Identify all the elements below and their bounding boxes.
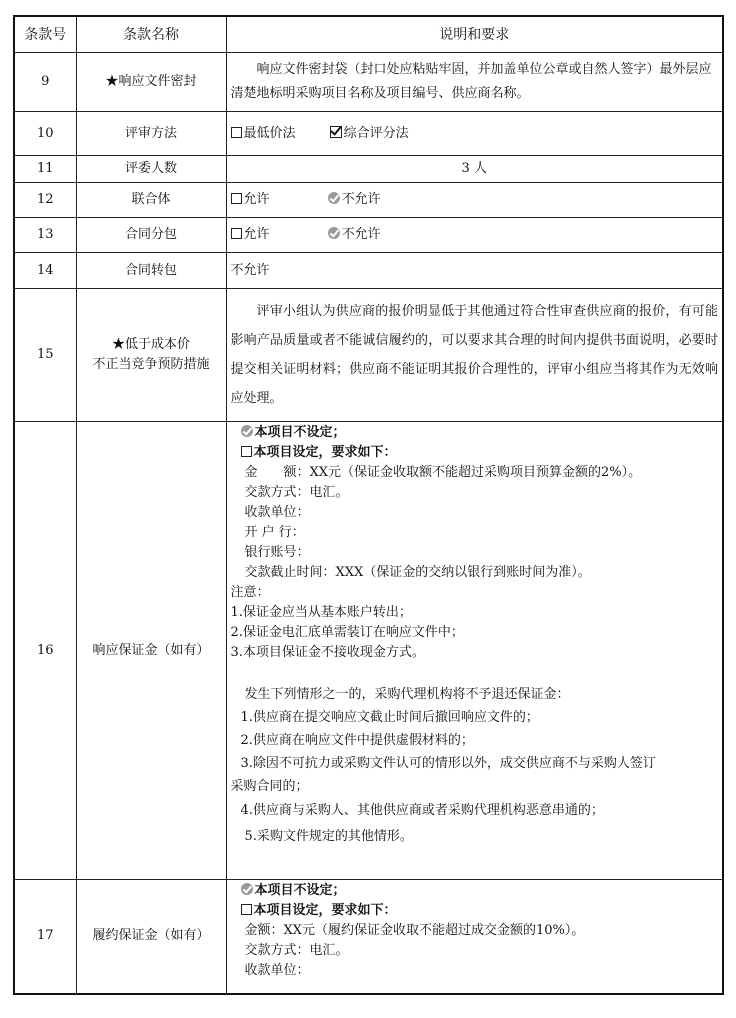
payment-method: 交款方式：电汇。: [244, 943, 349, 958]
clause-table: [13, 15, 724, 995]
clause-table-container: [13, 15, 722, 995]
header-description: 说明和要求: [226, 16, 723, 53]
forfeit-heading: 发生下列情形之一的，采购代理机构将不予退还保证金：: [244, 687, 570, 702]
table-row-11: [14, 156, 723, 183]
clause-number: 13: [14, 218, 76, 253]
forfeit-item-cont: 采购合同的；: [230, 779, 309, 794]
payment-method: 交款方式：电汇。: [244, 485, 349, 500]
clause-name-line2: 不正当竞争预防措施: [92, 357, 210, 372]
payee: 收款单位：: [244, 505, 310, 520]
table-row-12: [14, 183, 723, 218]
option-comprehensive-score: 综合评分法: [343, 125, 409, 141]
clause-number: 15: [14, 289, 76, 422]
payee: 收款单位：: [244, 963, 310, 978]
deposit-amount: 金 额：XX元（保证金收取额不能超过采购项目预算金额的2%）。: [244, 465, 642, 480]
transfer-value: 不允许: [226, 253, 723, 289]
table-row-15: [14, 289, 723, 422]
deposit-not-set: 本项目不设定；: [254, 425, 346, 440]
table-row-13: [14, 218, 723, 253]
clause-number: 14: [14, 253, 76, 289]
performance-not-set: 本项目不设定；: [254, 883, 346, 898]
clause-text: 响应文件密封袋（封口处应粘贴牢固，并加盖单位公章或自然人签字）最外层应清楚地标明采购项目名称及项目编号、供应商名称。: [230, 62, 712, 101]
empty-box-icon: [241, 446, 252, 457]
clause-number: 17: [14, 880, 76, 994]
clause-name: 联合体: [76, 183, 226, 218]
clause-name: 评委人数: [76, 156, 226, 183]
performance-set: 本项目设定，要求如下：: [253, 903, 397, 918]
header-clause-number: 条款号: [14, 16, 76, 53]
note-item: 3.本项目保证金不接收现金方式。: [230, 645, 425, 660]
option-allow: 允许: [243, 192, 270, 207]
table-row-14: [14, 253, 723, 289]
payment-deadline: 交款截止时间：XXX（保证金的交纳以银行到账时间为准）。: [244, 565, 591, 580]
empty-box-icon: [231, 193, 242, 204]
note-heading: 注意：: [230, 585, 270, 600]
checked-circle-icon: [328, 192, 340, 204]
clause-number: 10: [14, 112, 76, 156]
table-row-16: [14, 422, 723, 880]
empty-box-icon: [241, 904, 252, 915]
clause-name-line1: ★低于成本价: [111, 337, 190, 352]
table-row-17: [14, 880, 723, 994]
clause-name: 合同分包: [76, 218, 226, 253]
clause-number: 9: [14, 53, 76, 112]
clause-name: ★响应文件密封: [76, 53, 226, 112]
bank-account: 银行账号：: [244, 545, 310, 560]
option-lowest-price: 最低价法: [243, 125, 296, 141]
forfeit-item: 3.除因不可抗力或采购文件认可的情形以外，成交供应商不与采购人签订: [240, 756, 656, 771]
note-item: 2.保证金电汇底单需装订在响应文件中；: [230, 625, 464, 640]
header-clause-name: 条款名称: [76, 16, 226, 53]
clause-name: 评审方法: [76, 112, 226, 156]
deposit-set: 本项目设定，要求如下：: [253, 445, 397, 460]
clause-text: 评审小组认为供应商的报价明显低于其他通过符合性审查供应商的报价，有可能影响产品质量或者不能诚信履约的，可以要求其合理的时间内提供书面说明，必要时提交相关证明材料；供应商不能证明其报价合理性的，评审小组应当将其作为无效响应处理。: [230, 304, 718, 406]
note-item: 1.保证金应当从基本账户转出；: [230, 605, 412, 620]
checked-circle-icon: [328, 227, 340, 239]
table-row-9: [14, 53, 723, 112]
empty-box-icon: [231, 228, 242, 239]
clause-number: 12: [14, 183, 76, 218]
option-allow: 允许: [243, 227, 270, 242]
checked-circle-icon: [241, 883, 253, 895]
table-row-10: [14, 112, 723, 156]
judge-count: 3 人: [226, 156, 723, 183]
clause-number: 16: [14, 422, 76, 880]
option-disallow: 不允许: [341, 192, 381, 207]
forfeit-item: 1.供应商在提交响应文截止时间后撤回响应文件的；: [240, 710, 539, 725]
forfeit-item: 4.供应商与采购人、其他供应商或者采购代理机构恶意串通的；: [240, 803, 604, 818]
option-disallow: 不允许: [341, 227, 381, 242]
empty-box-icon: [231, 127, 242, 138]
bank: 开 户 行：: [244, 525, 305, 540]
table-header-row: [14, 16, 723, 53]
checked-circle-icon: [241, 425, 253, 437]
performance-amount: 金额：XX元（履约保证金收取不能超过成交金额的10%）。: [244, 923, 585, 938]
forfeit-item: 5.采购文件规定的其他情形。: [244, 829, 413, 844]
clause-name: 履约保证金（如有）: [76, 880, 226, 994]
forfeit-item: 2.供应商在响应文件中提供虚假材料的；: [240, 733, 474, 748]
checked-box-icon: [330, 126, 342, 138]
clause-name: 合同转包: [76, 253, 226, 289]
clause-number: 11: [14, 156, 76, 183]
clause-name: 响应保证金（如有）: [76, 422, 226, 880]
